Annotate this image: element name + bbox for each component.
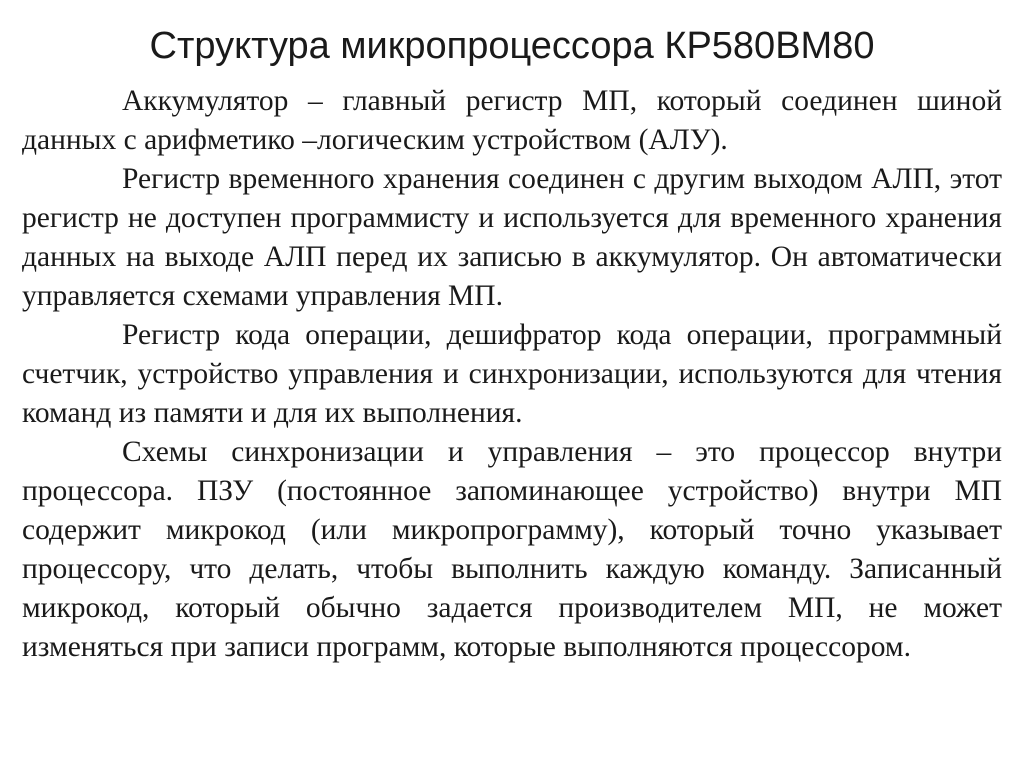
slide-body	[22, 82, 1002, 667]
paragraph-sync-control: Схемы синхронизации и управления – это процессор внутри процессора. ПЗУ (постоянное запоминающее устройство) внутри МП содержит микрокод (или микропрограмму), который точно указывает процессору, что делать, чтобы выполнить каждую команду. Записанный микрокод, который обычно задается производителем МП, не может изменяться при записи программ, которые выполняются процессором.	[22, 436, 1002, 663]
paragraph-accumulator: Аккумулятор – главный регистр МП, который соединен шиной данных с арифметико –логическим устройством (АЛУ).	[22, 85, 1002, 156]
paragraph-temp-register: Регистр временного хранения соединен с другим выходом АЛП, этот регистр не доступен программисту и используется для временного хранения данных на выходе АЛП перед их записью в аккумулятор. Он автоматически управляется схемами управления МП.	[22, 163, 1002, 312]
slide-title: Структура микропроцессора КР580ВМ80	[149, 25, 875, 67]
paragraph-opcode-register: Регистр кода операции, дешифратор кода операции, программный счетчик, устройство управления и синхронизации, используются для чтения команд из памяти и для их выполнения.	[22, 319, 1002, 429]
